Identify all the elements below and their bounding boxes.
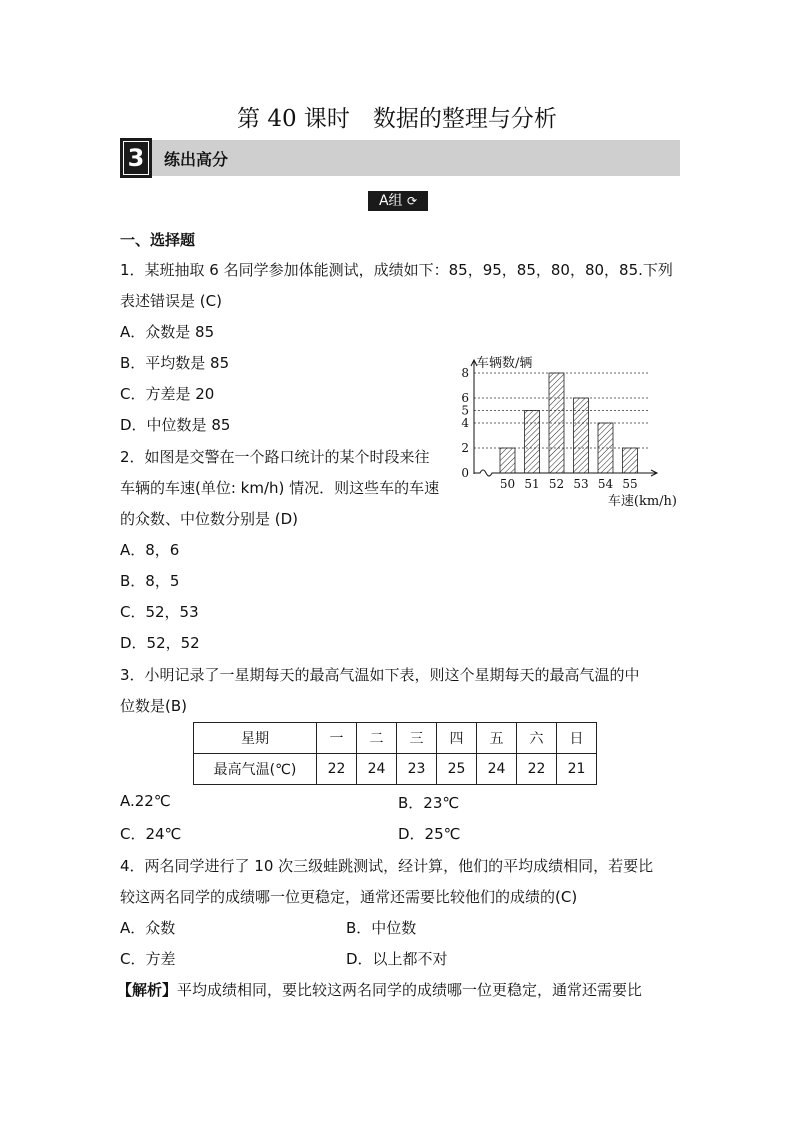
part-heading: 一、选择题 — [120, 231, 196, 249]
table-cell-day: 一 — [317, 723, 357, 754]
vehicle-speed-bar-chart — [452, 350, 682, 515]
table-cell-temp: 24 — [477, 754, 517, 785]
q2-line2: 车辆的车速(单位: km/h) 情况．则这些车的车速 — [120, 479, 440, 497]
q2-option-c: C．52，53 — [120, 603, 199, 621]
bar-52 — [549, 373, 564, 473]
table-row-temps — [194, 754, 597, 785]
table-cell-temp: 23 — [397, 754, 437, 785]
q1-option-d: D．中位数是 85 — [120, 416, 231, 434]
q3-option-c: C．24℃ — [120, 825, 182, 843]
q2-option-a: A．8，6 — [120, 541, 180, 559]
q3-option-a: A.22℃ — [120, 792, 171, 810]
table-cell-day: 三 — [397, 723, 437, 754]
y-tick-label: 6 — [461, 391, 469, 405]
page-title: 第 40 课时 数据的整理与分析 — [237, 106, 557, 132]
x-axis-title: 车速(km/h) — [607, 494, 677, 509]
table-cell-day: 四 — [437, 723, 477, 754]
q1-option-a: A．众数是 85 — [120, 323, 215, 341]
bar-53 — [574, 398, 589, 473]
q3-option-b: B．23℃ — [398, 794, 460, 812]
x-tick-label: 52 — [548, 477, 565, 491]
table-cell-temp: 24 — [357, 754, 397, 785]
bar-54 — [598, 423, 613, 473]
table-cell-day: 日 — [557, 723, 597, 754]
x-tick-label: 54 — [597, 477, 614, 491]
q2-option-d: D．52，52 — [120, 634, 200, 652]
table-row-days — [194, 723, 597, 754]
q1-line2: 表述错误是 (C) — [120, 292, 222, 310]
refresh-icon: ⟳ — [406, 194, 418, 208]
table-cell-day: 六 — [517, 723, 557, 754]
table-cell-day: 五 — [477, 723, 517, 754]
group-badge-label: A组 — [378, 193, 403, 209]
table-header-weekday: 星期 — [194, 723, 317, 754]
bar-50 — [500, 448, 515, 473]
analysis — [117, 979, 642, 1000]
table-header-max-temp: 最高气温(℃) — [194, 754, 317, 785]
x-tick-label: 50 — [499, 477, 516, 491]
group-badge — [368, 191, 428, 211]
q4-line2: 较这两名同学的成绩哪一位更稳定，通常还需要比较他们的成绩的(C) — [120, 888, 578, 906]
x-tick-label: 51 — [524, 477, 540, 491]
q4-option-a: A．众数 — [120, 919, 176, 937]
q3-line2: 位数是(B) — [120, 697, 187, 715]
q3-option-d: D．25℃ — [398, 825, 461, 843]
table-cell-temp: 22 — [517, 754, 557, 785]
y-tick-label: 2 — [461, 441, 469, 455]
x-tick-label: 55 — [622, 477, 638, 491]
bar-55 — [623, 448, 638, 473]
section-number-badge: 3 — [120, 138, 152, 178]
table-cell-temp: 22 — [317, 754, 357, 785]
q1-line1: 1．某班抽取 6 名同学参加体能测试，成绩如下：85，95，85，80，80，85.下列 — [120, 261, 673, 279]
y-tick-label: 5 — [461, 403, 469, 418]
q3-line1: 3．小明记录了一星期每天的最高气温如下表，则这个星期每天的最高气温的中 — [120, 666, 640, 684]
analysis-text: 平均成绩相同，要比较这两名同学的成绩哪一位更稳定，通常还需要比 — [177, 981, 643, 999]
q4-option-b: B．中位数 — [346, 919, 417, 937]
q1-option-c: C．方差是 20 — [120, 385, 215, 403]
x-tick-label: 53 — [573, 477, 589, 491]
table-cell-temp: 21 — [557, 754, 597, 785]
q2-line3: 的众数、中位数分别是 (D) — [120, 510, 299, 528]
y-axis-title: 车辆数/辆 — [476, 356, 533, 371]
q1-option-b: B．平均数是 85 — [120, 354, 230, 372]
q4-line1: 4．两名同学进行了 10 次三级蛙跳测试，经计算，他们的平均成绩相同，若要比 — [120, 857, 654, 875]
section-label: 练出高分 — [164, 150, 229, 169]
analysis-label: 【解析】 — [117, 981, 178, 999]
bar-51 — [525, 411, 540, 474]
q4-option-c: C．方差 — [120, 950, 176, 968]
q2-option-b: B．8，5 — [120, 572, 180, 590]
y-tick-label: 4 — [461, 416, 469, 430]
temperature-table — [193, 722, 597, 785]
table-cell-temp: 25 — [437, 754, 477, 785]
y-tick-label: 0 — [461, 466, 469, 480]
table-cell-day: 二 — [357, 723, 397, 754]
y-tick-label: 8 — [461, 366, 469, 380]
q4-option-d: D．以上都不对 — [346, 950, 448, 968]
q2-line1: 2．如图是交警在一个路口统计的某个时段来往 — [120, 448, 430, 466]
